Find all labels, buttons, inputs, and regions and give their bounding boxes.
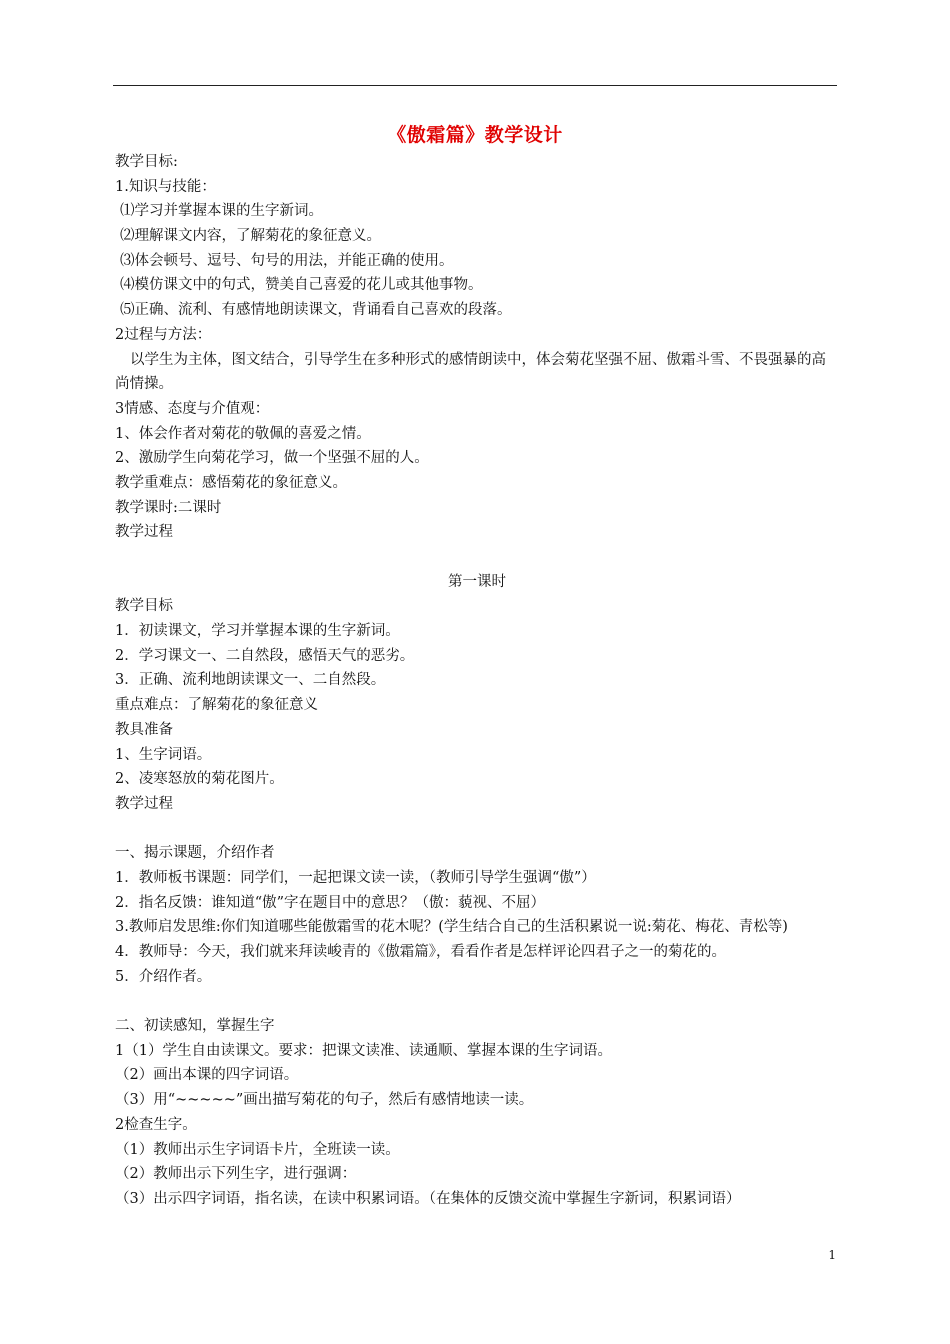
text-line: 2．指名反馈：谁知道“傲”字在题目中的意思？（傲：藐视、不屈） — [115, 894, 546, 911]
text-line: 教学重难点：感悟菊花的象征意义。 — [115, 474, 347, 491]
text-line: （3）用“~~~~~”画出描写菊花的句子，然后有感情地读一读。 — [115, 1092, 534, 1109]
text-line: 1.知识与技能： — [115, 178, 216, 195]
text-paragraph: 以学生为主体，图文结合，引导学生在多种形式的感情朗读中，体会菊花坚强不屈、傲霜斗雪、不畏强暴的高尚情操。 — [115, 351, 826, 393]
text-line: 4．教师导：今天，我们就来拜读峻青的《傲霜篇》，看看作者是怎样评论四君子之一的菊花的。 — [115, 944, 726, 961]
text-line: 5．介绍作者。 — [115, 968, 212, 985]
text-line: （2）画出本课的四字词语。 — [115, 1067, 299, 1084]
header-rule — [113, 85, 837, 86]
text-line: ⑸正确、流利、有感情地朗读课文，背诵看自己喜欢的段落。 — [120, 302, 512, 319]
page-number: 1 — [828, 1248, 836, 1262]
text-line: 3．正确、流利地朗读课文一、二自然段。 — [115, 672, 386, 689]
text-line: 教学过程 — [115, 524, 173, 541]
text-line: ⑵理解课文内容，了解菊花的象征意义。 — [120, 228, 381, 245]
text-line: 重点难点：了解菊花的象征意义 — [115, 697, 318, 714]
text-line: （3）出示四字词语，指名读，在读中积累词语。（在集体的反馈交流中掌握生字新词，积累词语） — [115, 1190, 741, 1207]
text-line: 教学过程 — [115, 795, 173, 812]
text-line: 1、生字词语。 — [115, 746, 212, 763]
text-line: 2过程与方法： — [115, 326, 212, 343]
text-line: 1．初读课文，学习并掌握本课的生字新词。 — [115, 623, 400, 640]
document-body — [115, 150, 839, 1212]
text-line: ⑷模仿课文中的句式，赞美自己喜爱的花儿或其他事物。 — [120, 277, 483, 294]
text-line: 教学课时:二课时 — [115, 499, 222, 516]
text-line: 1．教师板书课题：同学们，一起把课文读一读，（教师引导学生强调“傲”） — [115, 869, 596, 886]
text-line: 2、凌寒怒放的菊花图片。 — [115, 771, 284, 788]
text-line: （2）教师出示下列生字，进行强调： — [115, 1166, 357, 1183]
text-line: 2．学习课文一、二自然段，感悟天气的恶劣。 — [115, 647, 415, 664]
document-title: 《傲霜篇》教学设计 — [387, 124, 563, 146]
section-heading: 第一课时 — [448, 573, 506, 590]
text-line: 2检查生字。 — [115, 1116, 197, 1133]
text-line: 教学目标: — [115, 154, 178, 170]
text-line: 二、初读感知，掌握生字 — [115, 1018, 275, 1035]
text-line: 1、体会作者对菊花的敬佩的喜爱之情。 — [115, 425, 371, 442]
text-line: 教具准备 — [115, 721, 173, 738]
text-line: ⑴学习并掌握本课的生字新词。 — [120, 203, 323, 220]
text-line: ⑶体会顿号、逗号、句号的用法，并能正确的使用。 — [120, 252, 454, 269]
text-line: 2、激励学生向菊花学习，做一个坚强不屈的人。 — [115, 450, 429, 467]
text-line: 1（1）学生自由读课文。要求：把课文读准、读通顺、掌握本课的生字词语。 — [115, 1042, 612, 1059]
text-line: 教学目标 — [115, 598, 173, 615]
text-line: （1）教师出示生字词语卡片，全班读一读。 — [115, 1141, 400, 1158]
text-paragraph: 3.教师启发思维:你们知道哪些能傲霜雪的花木呢？(学生结合自己的生活积累说一说:菊花、梅花、青松等) — [115, 919, 788, 936]
text-line: 一、揭示课题，介绍作者 — [115, 845, 275, 862]
text-line: 3情感、态度与介值观： — [115, 400, 270, 417]
